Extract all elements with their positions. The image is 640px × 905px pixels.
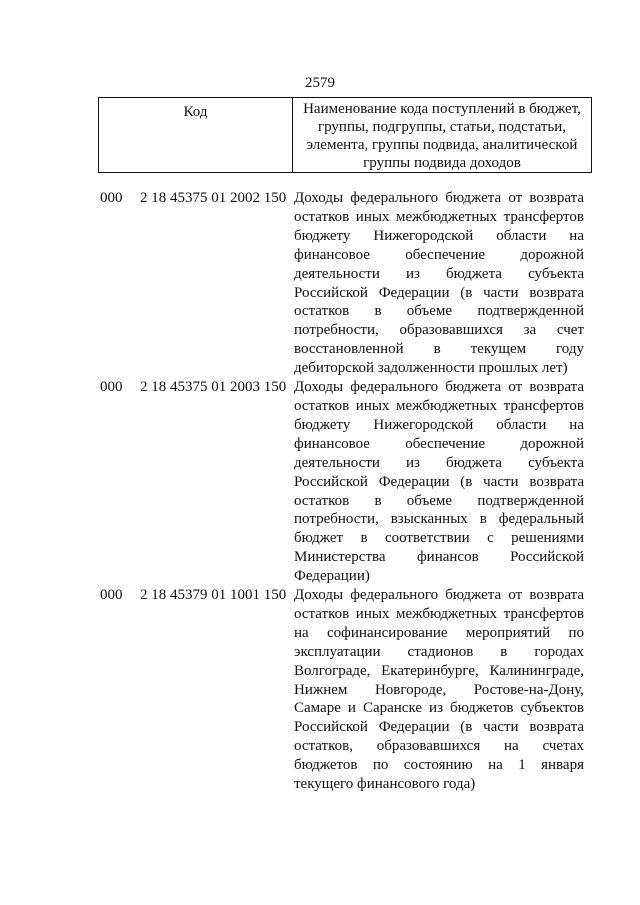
income-codes-list [100, 189, 592, 794]
income-description: Доходы федерального бюджета от возврата остатков иных межбюджетных трансфертов на софинансирование мероприятий по эксплуатации стадионов в городах Волгограде, Екатеринбурге, Калининграде, Нижнем Новгороде, Ростове-на-Дону, Самаре и Саранске из бюджетов субъектов Российской Федерации (в части возврата остатков, образовавшихся на счетах бюджетов по состоянию на 1 января текущего финансового года) [294, 587, 584, 793]
income-code: 2 18 45375 01 2002 150 [140, 190, 287, 206]
table-header [98, 97, 592, 173]
income-code: 2 18 45375 01 2003 150 [140, 379, 287, 396]
header-name-column: Наименование кода поступлений в бюджет, группы, подгруппы, статьи, подстатьи, элемента, группы подвида, аналитической группы подвида доходов [303, 101, 581, 171]
table-row [100, 378, 592, 586]
admin-code: 000 [100, 379, 123, 396]
admin-code: 000 [100, 190, 123, 206]
income-description: Доходы федерального бюджета от возврата остатков иных межбюджетных трансфертов бюджету Нижегородской области на финансовое обеспечение дорожной деятельности из бюджета субъекта Российской Федерации (в части возврата остатков в объеме подтвержденной потребности, взысканных в федеральный бюджет в соответствии с решениями Министерства финансов Российской Федерации) [294, 379, 584, 585]
admin-code: 000 [100, 587, 123, 604]
table-row [100, 586, 592, 794]
table-row [100, 189, 592, 378]
income-code: 2 18 45379 01 1001 150 [140, 587, 287, 604]
page-number: 2579 [305, 75, 335, 91]
income-description: Доходы федерального бюджета от возврата остатков иных межбюджетных трансфертов бюджету Нижегородской области на финансовое обеспечение дорожной деятельности из бюджета субъекта Российской Федерации (в части возврата остатков в объеме подтвержденной потребности, образовавшихся за счет восстановленной в текущем году дебиторской задолженности прошлых лет) [294, 190, 584, 377]
header-code-column: Код [99, 98, 293, 172]
